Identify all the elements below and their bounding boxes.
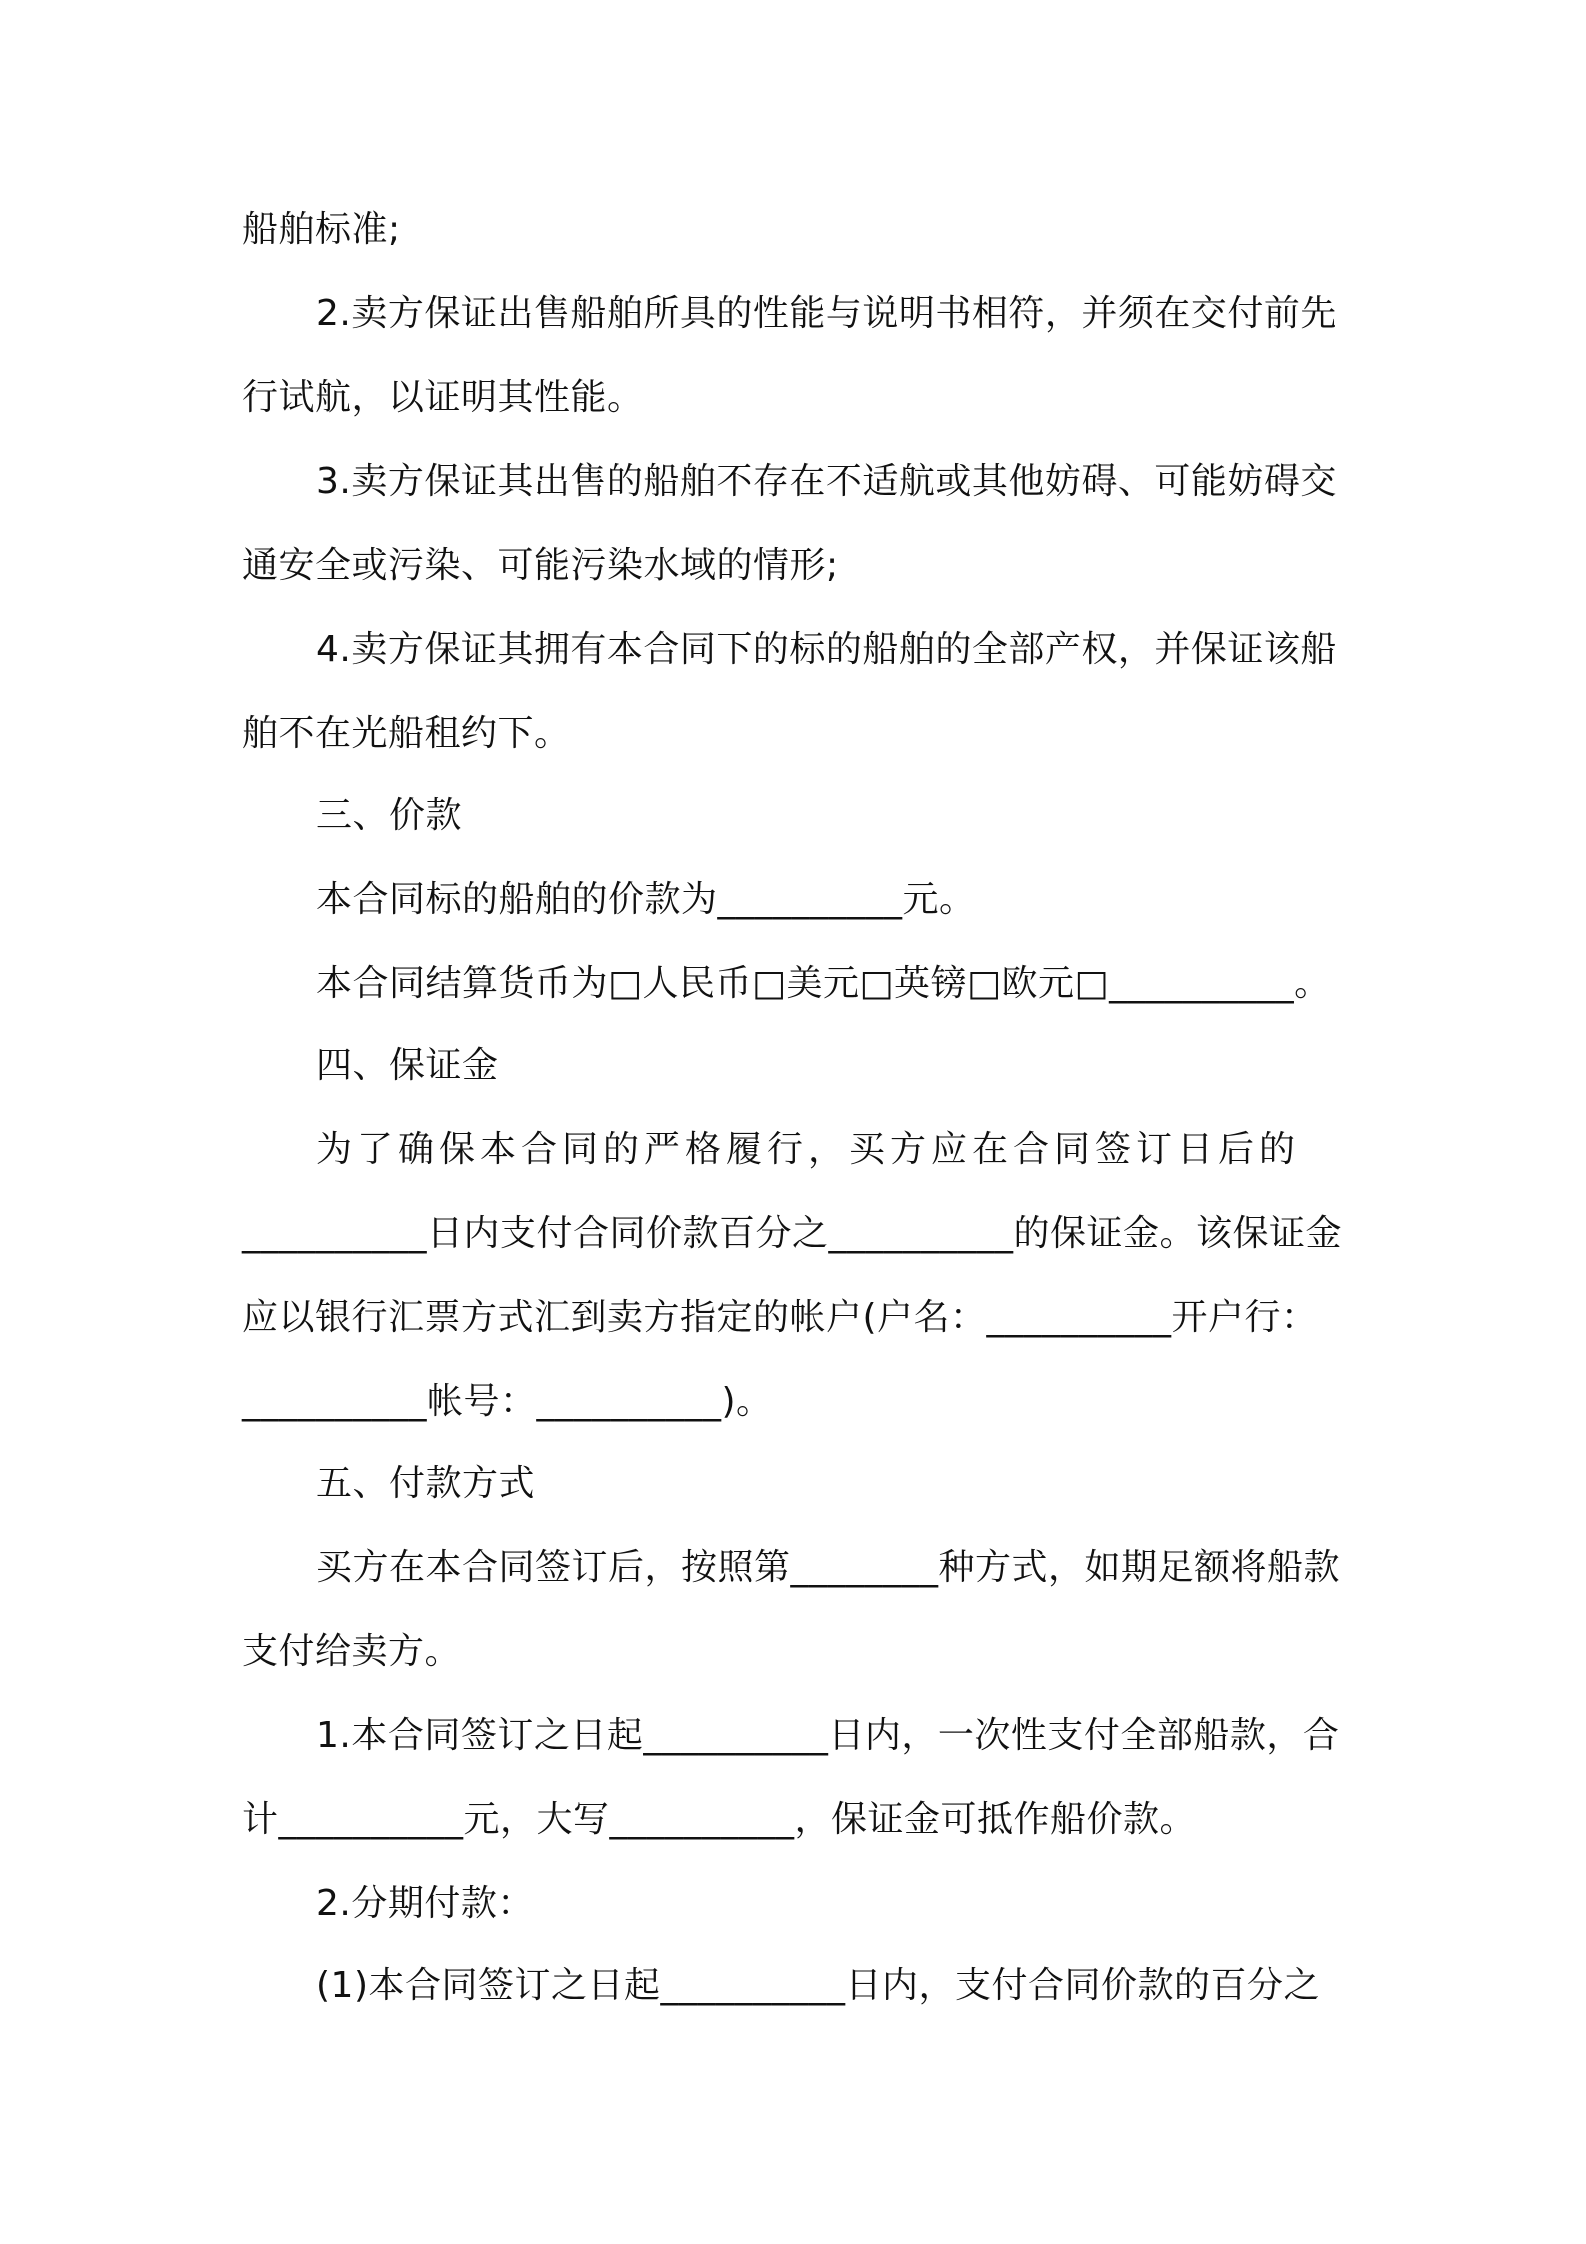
payment-option-2-heading: 2.分期付款： bbox=[316, 1883, 534, 1924]
text-line: 船舶标准; bbox=[242, 209, 401, 250]
section-heading-deposit: 四、保证金 bbox=[316, 1045, 499, 1086]
clause-4-line-2: 舶不在光船租约下。 bbox=[242, 713, 571, 754]
deposit-line-4: __________帐号：__________)。 bbox=[242, 1381, 773, 1422]
payment-line-2: 支付给卖方。 bbox=[242, 1631, 462, 1672]
clause-3-line-2: 通安全或污染、可能污染水域的情形; bbox=[242, 545, 839, 586]
section-heading-price: 三、价款 bbox=[316, 795, 463, 836]
deposit-line-2: __________日内支付合同价款百分之__________的保证金。该保证金 bbox=[242, 1213, 1343, 1254]
section-heading-payment: 五、付款方式 bbox=[316, 1463, 536, 1504]
payment-option-1-line-2: 计__________元，大写__________，保证金可抵作船价款。 bbox=[242, 1799, 1197, 1840]
currency-line: 本合同结算货币为□人民币□美元□英镑□欧元□__________。 bbox=[316, 963, 1331, 1004]
payment-line-1: 买方在本合同签订后，按照第________种方式，如期足额将船款 bbox=[316, 1547, 1341, 1588]
clause-3-line-1: 3.卖方保证其出售的船舶不存在不适航或其他妨碍、可能妨碍交 bbox=[316, 461, 1337, 502]
deposit-line-1: 为了确保本合同的严格履行，买方应在合同签订日后的 bbox=[316, 1129, 1301, 1170]
clause-2-line-1: 2.卖方保证出售船舶所具的性能与说明书相符，并须在交付前先 bbox=[316, 293, 1337, 334]
deposit-line-3: 应以银行汇票方式汇到卖方指定的帐户(户名：__________开户行： bbox=[242, 1297, 1318, 1338]
price-line: 本合同标的船舶的价款为__________元。 bbox=[316, 879, 976, 920]
clause-2-line-2: 行试航，以证明其性能。 bbox=[242, 377, 644, 418]
installment-line-1: (1)本合同签订之日起__________日内，支付合同价款的百分之 bbox=[316, 1965, 1320, 2006]
clause-4-line-1: 4.卖方保证其拥有本合同下的标的船舶的全部产权，并保证该船 bbox=[316, 629, 1337, 670]
payment-option-1-line-1: 1.本合同签订之日起__________日内，一次性支付全部船款，合 bbox=[316, 1715, 1340, 1756]
